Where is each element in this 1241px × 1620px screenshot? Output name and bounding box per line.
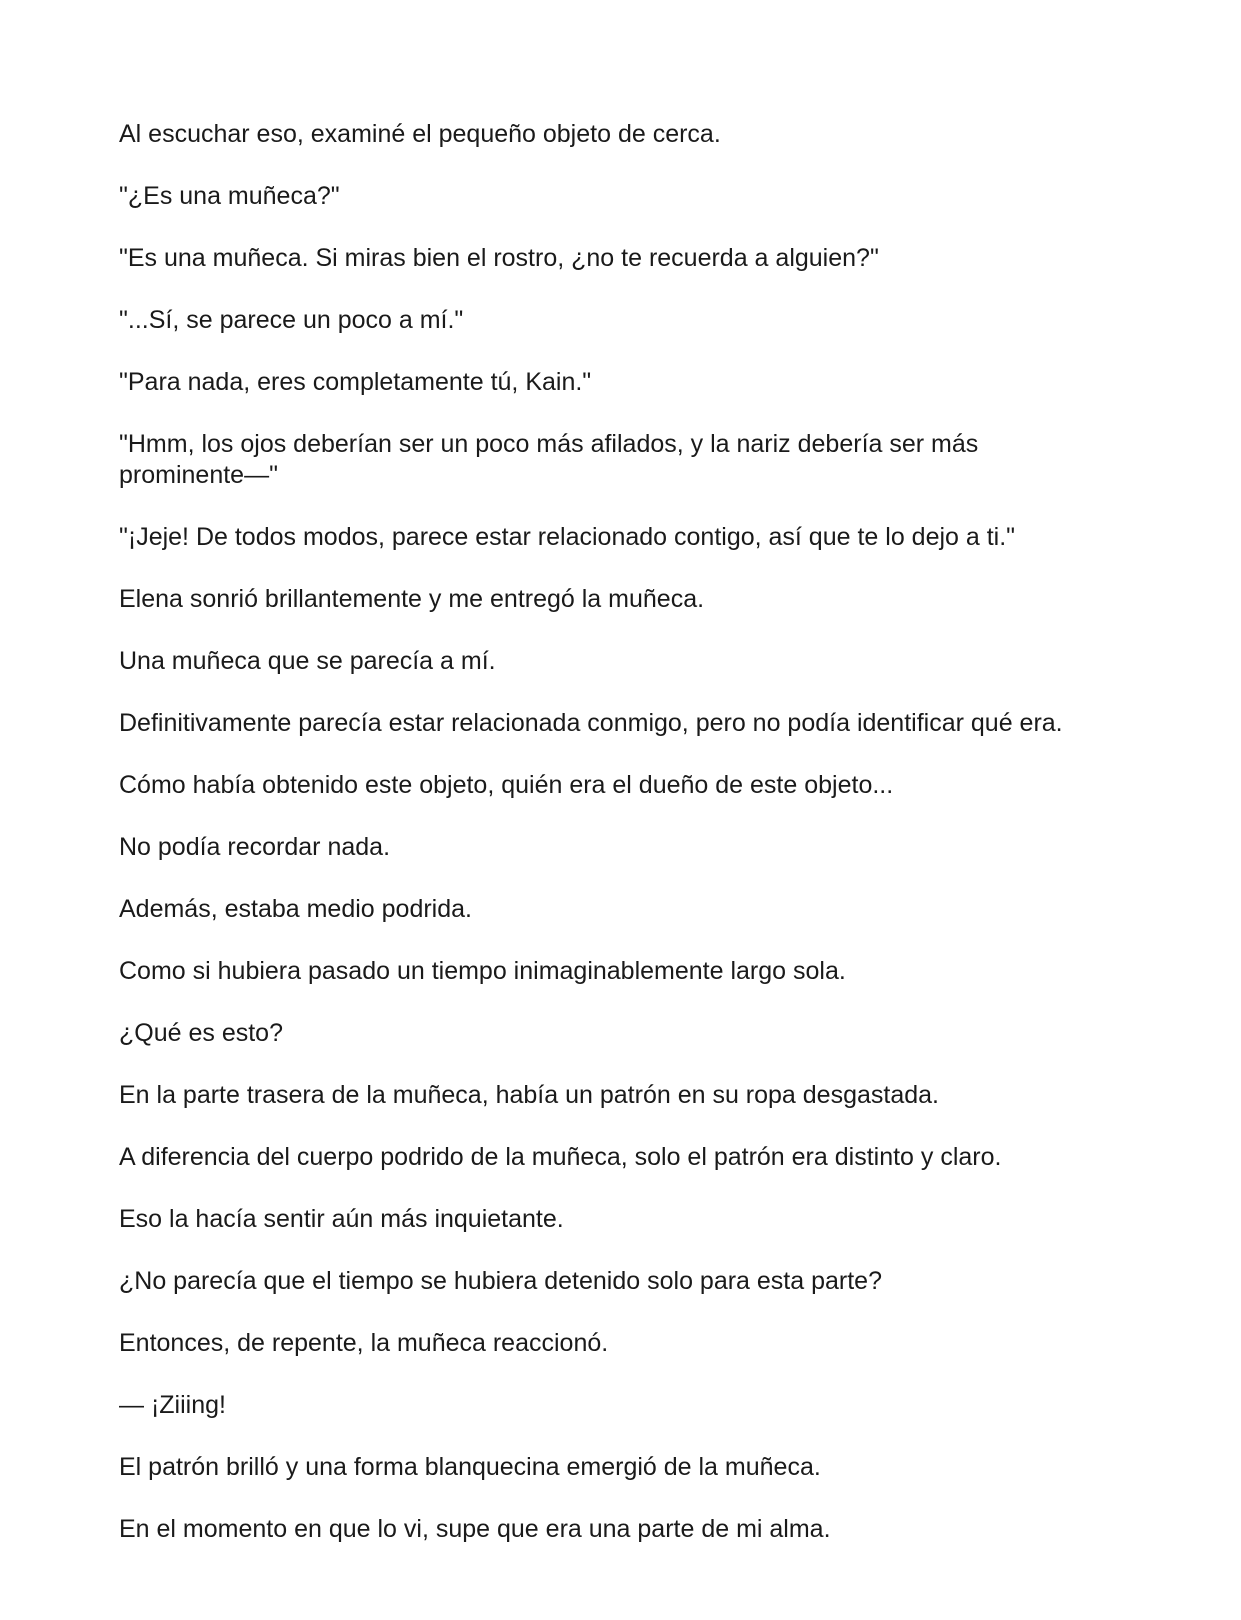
- paragraph: Al escuchar eso, examiné el pequeño objeto de cerca.: [119, 120, 721, 148]
- paragraph: Como si hubiera pasado un tiempo inimaginablemente largo sola.: [119, 957, 846, 985]
- paragraph: En el momento en que lo vi, supe que era una parte de mi alma.: [119, 1515, 831, 1543]
- paragraph: ¿No parecía que el tiempo se hubiera detenido solo para esta parte?: [119, 1267, 882, 1295]
- paragraph: Entonces, de repente, la muñeca reaccionó.: [119, 1329, 609, 1357]
- paragraph: Cómo había obtenido este objeto, quién era el dueño de este objeto...: [119, 771, 894, 799]
- paragraph: En la parte trasera de la muñeca, había un patrón en su ropa desgastada.: [119, 1081, 939, 1109]
- paragraph: ¿Qué es esto?: [119, 1019, 283, 1047]
- paragraph: Definitivamente parecía estar relacionada conmigo, pero no podía identificar qué era.: [119, 709, 1063, 737]
- paragraph: "¿Es una muñeca?": [119, 182, 340, 210]
- paragraph: El patrón brilló y una forma blanquecina emergió de la muñeca.: [119, 1453, 821, 1481]
- paragraph: A diferencia del cuerpo podrido de la muñeca, solo el patrón era distinto y claro.: [119, 1143, 1002, 1171]
- paragraph: — ¡Ziiing!: [119, 1391, 226, 1419]
- paragraph: "...Sí, se parece un poco a mí.": [119, 306, 464, 334]
- paragraph: Eso la hacía sentir aún más inquietante.: [119, 1205, 564, 1233]
- paragraph: Además, estaba medio podrida.: [119, 895, 472, 923]
- paragraph: Elena sonrió brillantemente y me entregó la muñeca.: [119, 585, 705, 613]
- paragraph: No podía recordar nada.: [119, 833, 391, 861]
- paragraph: "Es una muñeca. Si miras bien el rostro, ¿no te recuerda a alguien?": [119, 244, 879, 272]
- paragraph: "Para nada, eres completamente tú, Kain.": [119, 368, 592, 396]
- document-body: [119, 119, 1099, 1576]
- paragraph: Una muñeca que se parecía a mí.: [119, 647, 496, 675]
- paragraph: "Hmm, los ojos deberían ser un poco más afilados, y la nariz debería ser más prominente—": [119, 430, 979, 489]
- paragraph: "¡Jeje! De todos modos, parece estar relacionado contigo, así que te lo dejo a ti.": [119, 523, 1016, 551]
